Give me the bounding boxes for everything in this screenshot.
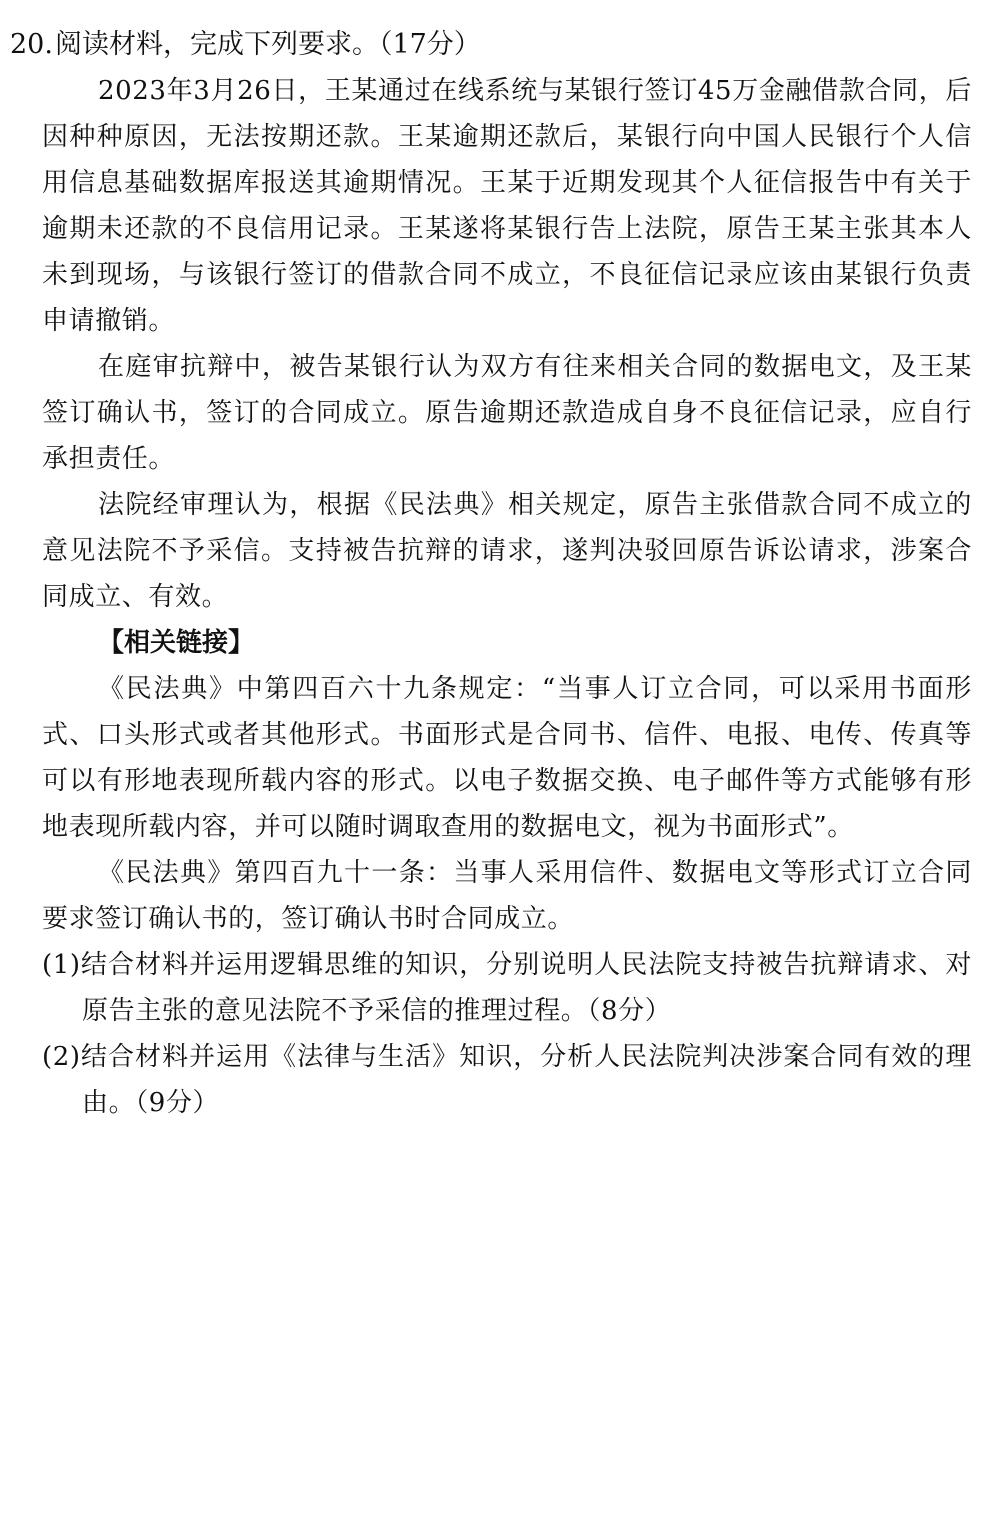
sub-questions (10, 942, 972, 1126)
question-number: 20. (10, 29, 53, 60)
sub-question-1: (1)结合材料并运用逻辑思维的知识，分别说明人民法院支持被告抗辩请求、对原告主张的意见法院不予采信的推理过程。（8分） (42, 950, 972, 1026)
question-prompt: 阅读材料，完成下列要求。（17分） (54, 29, 481, 60)
sub-question-2: (2)结合材料并运用《法律与生活》知识，分析人民法院判决涉案合同有效的理由。（9分） (42, 1042, 972, 1118)
material-paragraph-1: 2023年3月26日，王某通过在线系统与某银行签订45万金融借款合同，后因种种原因，无法按期还款。王某逾期还款后，某银行向中国人民银行个人信用信息基础数据库报送其逾期情况。王某于近期发现其个人征信报告中有关于逾期未还款的不良信用记录。王某遂将某银行告上法院，原告王某主张其本人未到现场，与该银行签订的借款合同不成立，不良征信记录应该由某银行负责申请撤销。 (42, 76, 972, 336)
question-header (10, 22, 972, 68)
related-links-section (10, 620, 972, 942)
material-paragraph-3: 法院经审理认为，根据《民法典》相关规定，原告主张借款合同不成立的意见法院不予采信。支持被告抗辩的请求，遂判决驳回原告诉讼请求，涉案合同成立、有效。 (42, 490, 972, 612)
related-link-paragraph-1: 《民法典》中第四百六十九条规定：“当事人订立合同，可以采用书面形式、口头形式或者其他形式。书面形式是合同书、信件、电报、电传、传真等可以有形地表现所载内容的形式。以电子数据交换、电子邮件等方式能够有形地表现所载内容，并可以随时调取查用的数据电文，视为书面形式”。 (42, 674, 972, 842)
material-section (10, 68, 972, 620)
related-links-heading: 【相关链接】 (98, 628, 255, 658)
material-paragraph-2: 在庭审抗辩中，被告某银行认为双方有往来相关合同的数据电文，及王某签订确认书，签订的合同成立。原告逾期还款造成自身不良征信记录，应自行承担责任。 (42, 352, 972, 474)
related-link-paragraph-2: 《民法典》第四百九十一条：当事人采用信件、数据电文等形式订立合同要求签订确认书的，签订确认书时合同成立。 (42, 858, 972, 934)
